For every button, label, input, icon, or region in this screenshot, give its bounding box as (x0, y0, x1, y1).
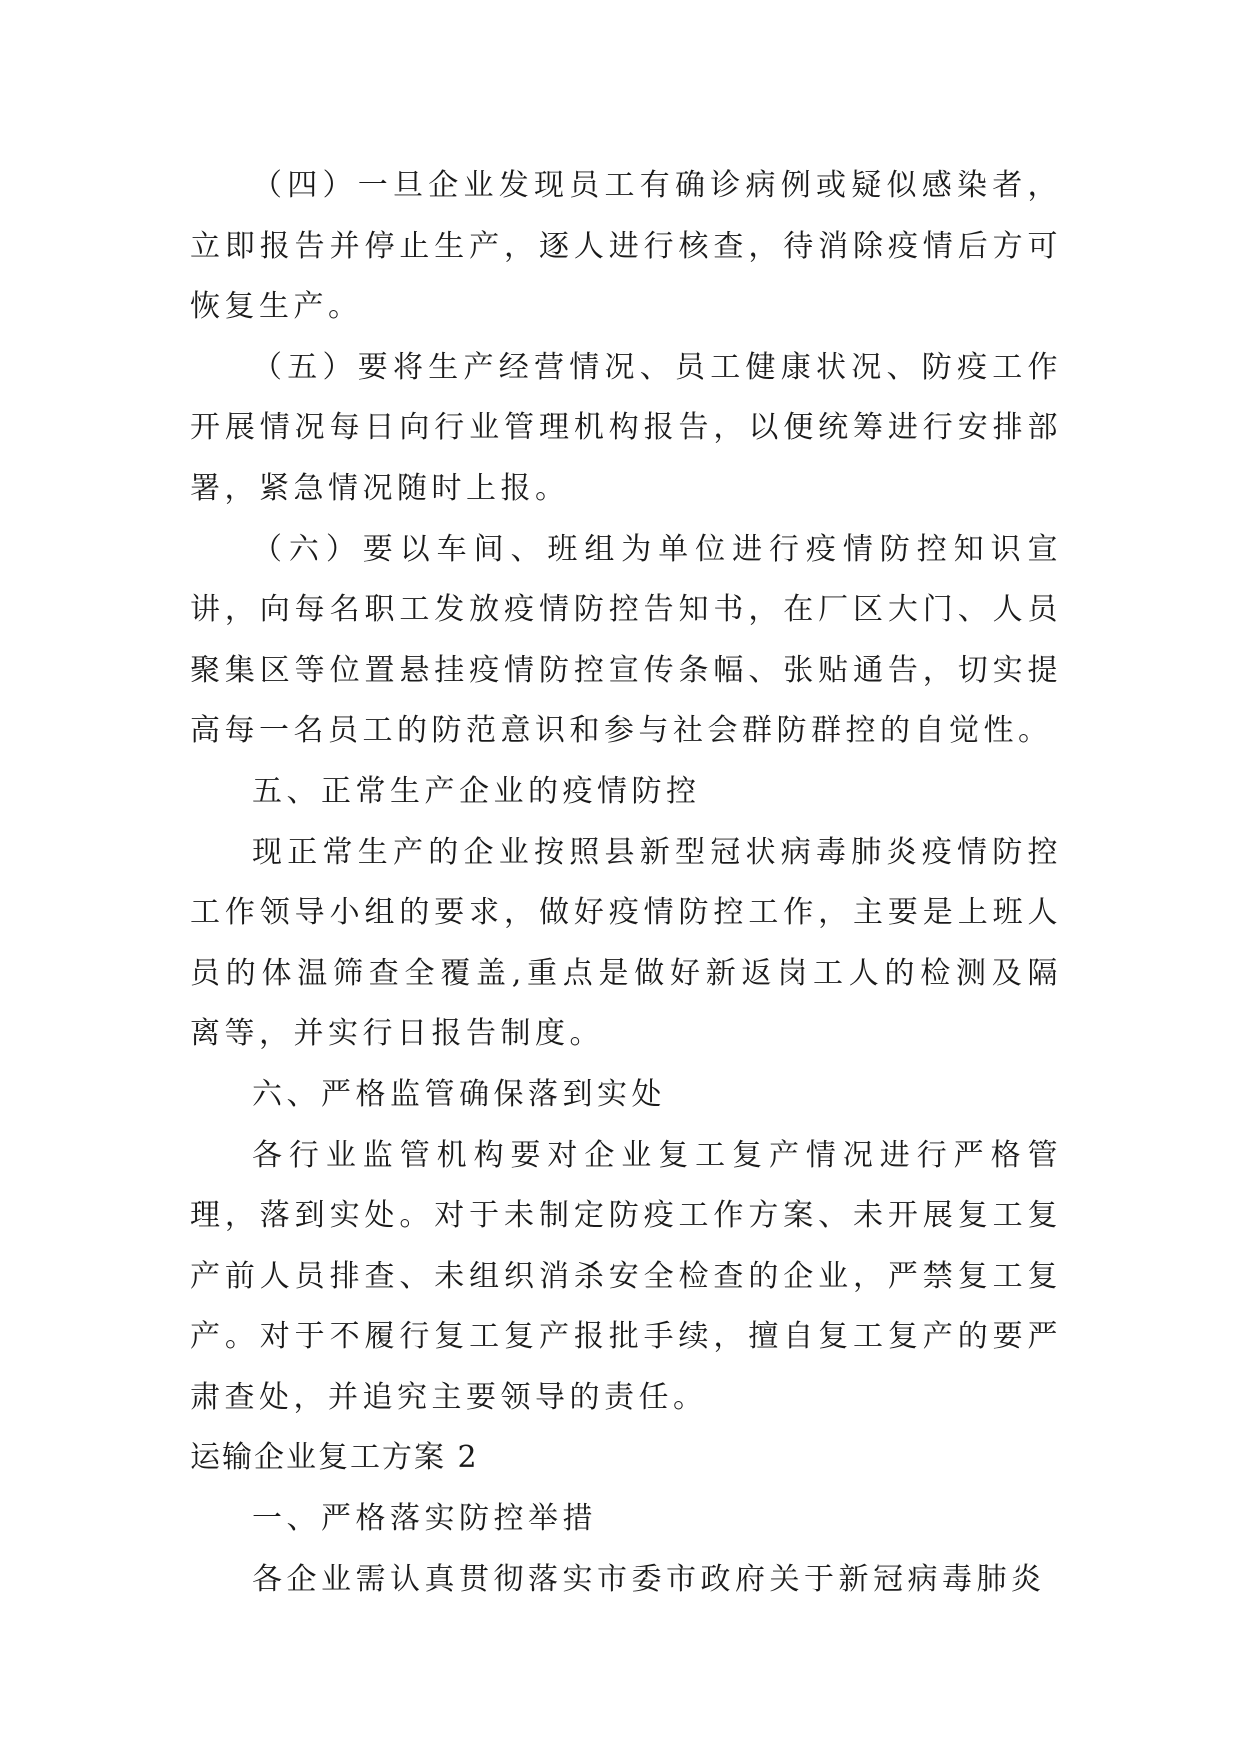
paragraph-item-4: （四）一旦企业发现员工有确诊病例或疑似感染者，立即报告并停止生产，逐人进行核查，待消除疫情后方可恢复生产。 (190, 168, 1062, 325)
section-heading-5: 五、正常生产企业的疫情防控 (252, 773, 701, 809)
section-body-1: 各企业需认真贯彻落实市委市政府关于新冠病毒肺炎 (252, 1561, 1046, 1597)
section-heading-1: 一、严格落实防控举措 (252, 1501, 597, 1537)
paragraph-item-6: （六）要以车间、班组为单位进行疫情防控知识宣讲，向每名职工发放疫情防控告知书，在厂区大门、人员聚集区等位置悬挂疫情防控宣传条幅、张贴通告，切实提高每一名员工的防范意识和参与社会群防群控的自觉性。 (190, 531, 1062, 749)
section-heading-6: 六、严格监管确保落到实处 (252, 1076, 666, 1112)
document-page (190, 156, 1062, 1610)
section-body-5: 现正常生产的企业按照县新型冠状病毒肺炎疫情防控工作领导小组的要求，做好疫情防控工作，主要是上班人员的体温筛查全覆盖,重点是做好新返岗工人的检测及隔离等，并实行日报告制度。 (190, 834, 1062, 1052)
document-title: 运输企业复工方案 2 (190, 1440, 479, 1476)
paragraph-item-5: （五）要将生产经营情况、员工健康状况、防疫工作开展情况每日向行业管理机构报告，以便统筹进行安排部署，紧急情况随时上报。 (190, 349, 1062, 506)
section-body-6: 各行业监管机构要对企业复工复产情况进行严格管理，落到实处。对于未制定防疫工作方案、未开展复工复产前人员排查、未组织消杀安全检查的企业，严禁复工复产。对于不履行复工复产报批手续，擅自复工复产的要严肃查处，并追究主要领导的责任。 (190, 1137, 1062, 1415)
